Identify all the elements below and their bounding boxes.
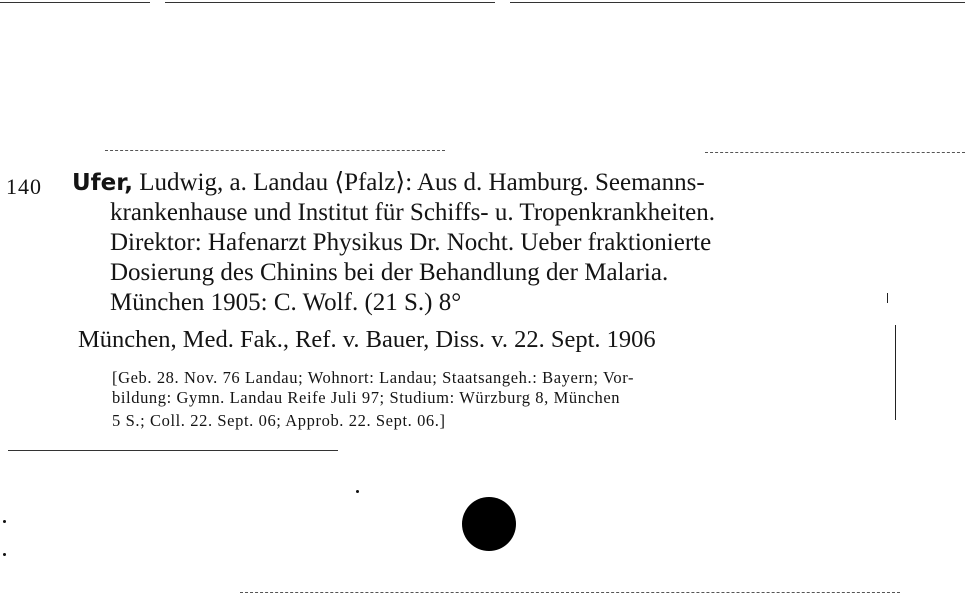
bio-line-2: bildung: Gymn. Landau Reife Juli 97; Studium: Würzburg 8, München: [112, 388, 621, 407]
entry-line-5: München 1905: C. Wolf. (21 S.) 8°: [110, 289, 462, 316]
bio-line-3: 5 S.; Coll. 22. Sept. 06; Approb. 22. Sept. 06.]: [112, 411, 446, 430]
top-rule-mid: [165, 2, 495, 3]
upper-rule-left: [105, 150, 445, 151]
margin-tick: [887, 293, 888, 303]
entry-line-3: Direktor: Hafenarzt Physikus Dr. Nocht. Ueber fraktionierte: [110, 229, 712, 256]
speck-mark: [3, 520, 6, 523]
upper-rule-right: [705, 152, 965, 153]
margin-vertical-line: [895, 325, 896, 420]
entry-line-4: Dosierung des Chinins bei der Behandlung der Malaria.: [110, 259, 669, 286]
author-surname: Ufer,: [72, 170, 133, 196]
lower-rule: [8, 450, 338, 451]
faculty-line: München, Med. Fak., Ref. v. Bauer, Diss. v. 22. Sept. 1906: [78, 326, 656, 353]
top-rule-left: [0, 2, 150, 3]
top-rule-right: [510, 2, 965, 3]
entry-line-1-text: Ludwig, a. Landau ⟨Pfalz⟩: Aus d. Hamburg. Seemanns-: [139, 169, 705, 196]
speck-mark: [356, 490, 359, 493]
bio-line-1: [Geb. 28. Nov. 76 Landau; Wohnort: Landau; Staatsangeh.: Bayern; Vor-: [112, 368, 635, 387]
black-dot-mark: [462, 497, 516, 551]
speck-mark: [3, 553, 6, 556]
entry-number: 140: [6, 174, 42, 199]
entry-line-2: krankenhause und Institut für Schiffs- u. Tropenkrankheiten.: [110, 199, 715, 226]
bottom-rule: [240, 592, 900, 593]
entry-line-1: [72, 168, 705, 198]
